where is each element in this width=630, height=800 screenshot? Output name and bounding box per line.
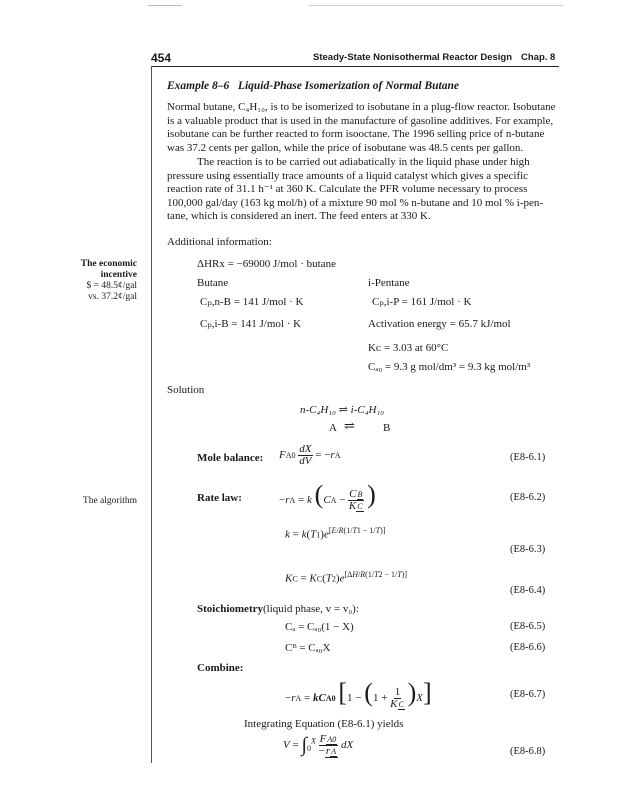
text-line: The reaction is to be carried out adiabatically in the liquid phase under high	[197, 156, 530, 168]
solution-heading: Solution	[167, 384, 205, 396]
integrating-text: Integrating Equation (E8-6.1) yields	[244, 718, 404, 730]
text-line: isobutane can be further reacted to form isooctane. The 1996 selling price of n-butane	[167, 128, 545, 141]
volume-equation: $V = \int_0^X$ $\frac{FA0}{-rA}$ dX	[283, 733, 354, 757]
cp-i-pentane: Cₚ,i-P = 161 J/mol · K	[372, 296, 472, 308]
text-line: is a valuable product that is used in the manufacture of gasoline additives. For example,	[167, 114, 554, 127]
equation-number: (E8-6.3)	[510, 544, 546, 555]
text-line: tane, which is considered an inert. The feed enters at 330 K.	[167, 210, 431, 223]
example-title	[167, 80, 459, 92]
running-title: Steady-State Nonisothermal Reactor Design	[313, 52, 513, 63]
stoichiometry-line	[197, 603, 359, 615]
heat-of-reaction: ΔHRx = −69000 J/mol · butane	[197, 258, 336, 270]
initial-concentration: Cₐ₀ = 9.3 g mol/dm³ = 9.3 kg mol/m³	[368, 361, 531, 373]
equation-number: (E8-6.8)	[510, 746, 546, 757]
text-line: Normal butane, C₄H₁₀, is to be isomerized to isobutane in a plug-flow reactor. Isobutane	[167, 101, 556, 113]
ipentane-label: i-Pentane	[368, 277, 410, 289]
equation-number: (E8-6.4)	[510, 585, 546, 596]
arrhenius-equation: k = k(T1)e[E/R(1/T1 − 1/T)]	[285, 526, 386, 541]
combine-label: Combine:	[197, 662, 244, 674]
butane-label: Butane	[197, 277, 229, 289]
stoichiometry-cb: Cᴮ = Cₐ₀X	[285, 642, 331, 654]
equation-number: (E8-6.1)	[510, 452, 546, 463]
rate-law-equation: −rA = k (CA − $\frac{CB}{KC}$ )	[279, 480, 376, 512]
cp-n-butane: Cₚ,n-B = 141 J/mol · K	[200, 296, 304, 308]
text-line: pressure using essentially trace amounts of a liquid catalyst which gives a specific	[167, 169, 529, 182]
margin-text: vs. 37.2¢/gal	[88, 292, 137, 302]
equation-number: (E8-6.2)	[510, 492, 546, 503]
example-heading: Liquid-Phase Isomerization of Normal Butane	[237, 80, 460, 92]
problem-paragraph-1	[167, 101, 563, 155]
mole-balance-equation: FA0 $\frac{dX}{dV}$ = −rA	[279, 443, 341, 467]
text-line: reaction rate of 31.1 h⁻¹ at 360 K. Calculate the PFR volume necessary to process	[167, 183, 528, 196]
page-number: 454	[151, 51, 172, 65]
stoichiometry-ca: Cₐ = Cₐ₀(1 − X)	[285, 621, 354, 633]
margin-note-algorithm: The algorithm	[82, 496, 137, 506]
combine-equation: −rA = kCA0 [1 − (1 + $\frac{1}{KC}$ )X]	[285, 678, 432, 710]
additional-info-heading: Additional information:	[167, 236, 272, 248]
header-rule	[152, 66, 559, 67]
problem-paragraph-2	[167, 156, 563, 224]
reaction-species-b: B	[383, 422, 391, 434]
rate-law-label: Rate law:	[197, 492, 242, 504]
top-faint-rule-right	[309, 5, 563, 6]
text-line: was 37.2 cents per gallon, while the price of isobutane was 48.5 cents per gallon.	[167, 141, 524, 154]
cp-i-butane: Cₚ,i-B = 141 J/mol · K	[200, 318, 302, 330]
example-label: Example 8–6	[167, 80, 230, 92]
margin-text: incentive	[100, 270, 137, 280]
stoichiometry-note: (liquid phase, v = v₀):	[262, 603, 359, 615]
chapter-label: Chap. 8	[521, 52, 556, 63]
vant-hoff-equation: KC = KC(T2)e[ΔH/R(1/T2 − 1/T)]	[285, 570, 408, 585]
margin-note-economic	[60, 259, 137, 303]
equilibrium-constant: Kᴄ = 3.03 at 60°C	[368, 342, 449, 354]
top-faint-rule	[148, 5, 182, 6]
reaction-species-a: A	[329, 422, 337, 434]
reaction-equation: n-C₄H₁₀ ⇌ i-C₄H₁₀	[300, 404, 385, 416]
equation-number: (E8-6.7)	[510, 689, 546, 700]
equation-number: (E8-6.6)	[510, 642, 546, 653]
margin-text: The economic	[80, 259, 137, 269]
stoichiometry-label: Stoichiometry	[197, 603, 263, 615]
equilibrium-arrows: ⇌	[344, 418, 354, 433]
text-line: 100,000 gal/day (163 kg mol/h) of a mixture 90 mol % n-butane and 10 mol % i-pen-	[167, 196, 544, 209]
equation-number: (E8-6.5)	[510, 621, 546, 632]
mole-balance-label: Mole balance:	[197, 452, 264, 464]
activation-energy: Activation energy = 65.7 kJ/mol	[368, 318, 511, 330]
margin-text: $ = 48.5¢/gal	[86, 281, 137, 291]
left-vertical-rule	[151, 66, 152, 763]
